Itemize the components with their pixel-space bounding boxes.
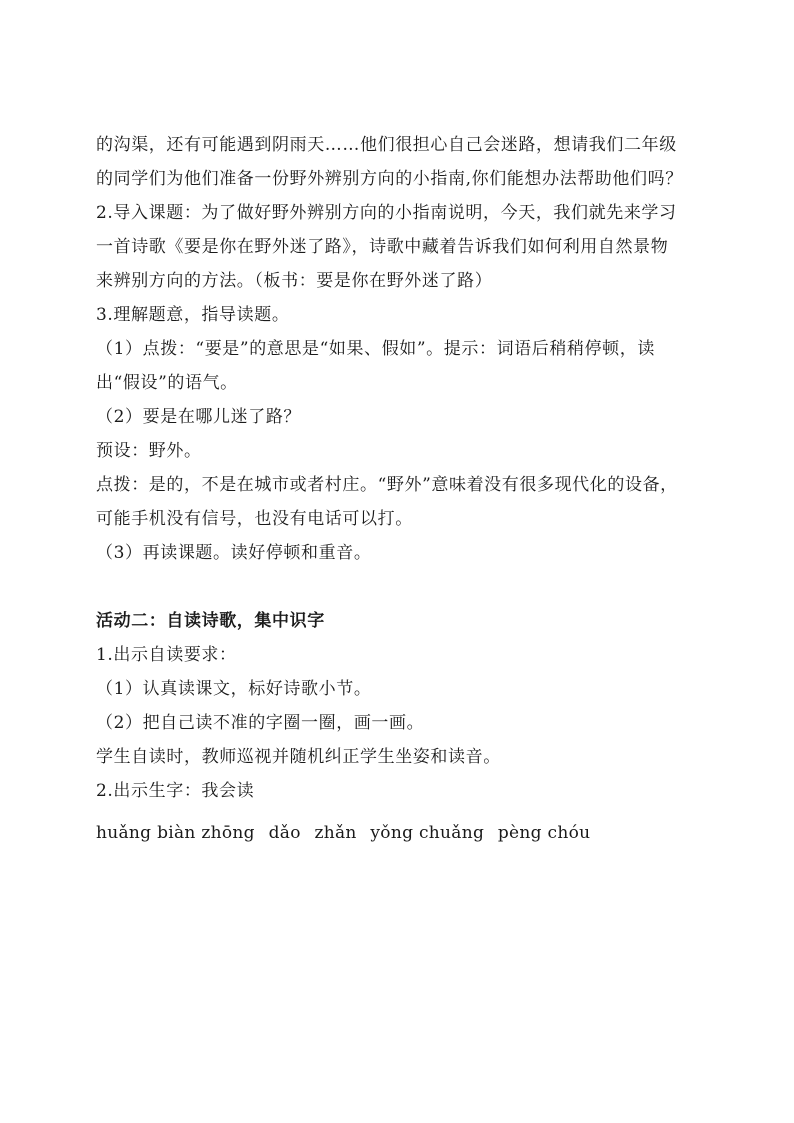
text-line: 出“假设”的语气。	[96, 373, 238, 393]
text-line: 1.出示自读要求：	[96, 645, 237, 665]
text-line: 点拨：是的，不是在城市或者村庄。“野外”意味着没有很多现代化的设备，	[96, 475, 678, 495]
document-page	[96, 128, 724, 850]
text-line: 可能手机没有信号，也没有电话可以打。	[96, 509, 413, 529]
text-line: 3.理解题意，指导读题。	[96, 305, 290, 325]
pinyin-group: yǒng chuǎng	[370, 823, 485, 843]
pinyin-group: dǎo	[268, 823, 301, 843]
text-line: 2.导入课题：为了做好野外辨别方向的小指南说明，今天，我们就先来学习	[96, 203, 677, 223]
text-line: 预设：野外。	[96, 441, 202, 461]
text-line: （2）要是在哪儿迷了路？	[96, 407, 302, 427]
text-line: 2.出示生字：我会读	[96, 781, 255, 801]
pinyin-group: huǎng biàn zhōng	[96, 823, 255, 843]
text-line: （1）点拨：“要是”的意思是“如果、假如”。提示：词语后稍稍停顿，读	[96, 339, 655, 359]
text-line: （3）再读课题。读好停顿和重音。	[96, 543, 372, 563]
text-line: （2）把自己读不准的字圈一圈，画一画。	[96, 713, 425, 733]
text-line: 的沟渠，还有可能遇到阴雨天……他们很担心自己会迷路，想请我们二年级	[96, 135, 677, 155]
pinyin-group: zhǎn	[314, 823, 357, 843]
activity-heading: 活动二：自读诗歌，集中识字	[96, 611, 325, 631]
text-line: 的同学们为他们准备一份野外辨别方向的小指南,你们能想办法帮助他们吗？	[96, 169, 683, 189]
pinyin-line	[96, 816, 724, 850]
pinyin-group: pèng chóu	[497, 823, 591, 843]
text-line: 一首诗歌《要是你在野外迷了路》，诗歌中藏着告诉我们如何利用自然景物	[96, 237, 669, 257]
text-line: 学生自读时，教师巡视并随机纠正学生坐姿和读音。	[96, 747, 501, 767]
text-line: 来辨别方向的方法。（板书：要是你在野外迷了路）	[96, 271, 493, 291]
text-line: （1）认真读课文，标好诗歌小节。	[96, 679, 372, 699]
